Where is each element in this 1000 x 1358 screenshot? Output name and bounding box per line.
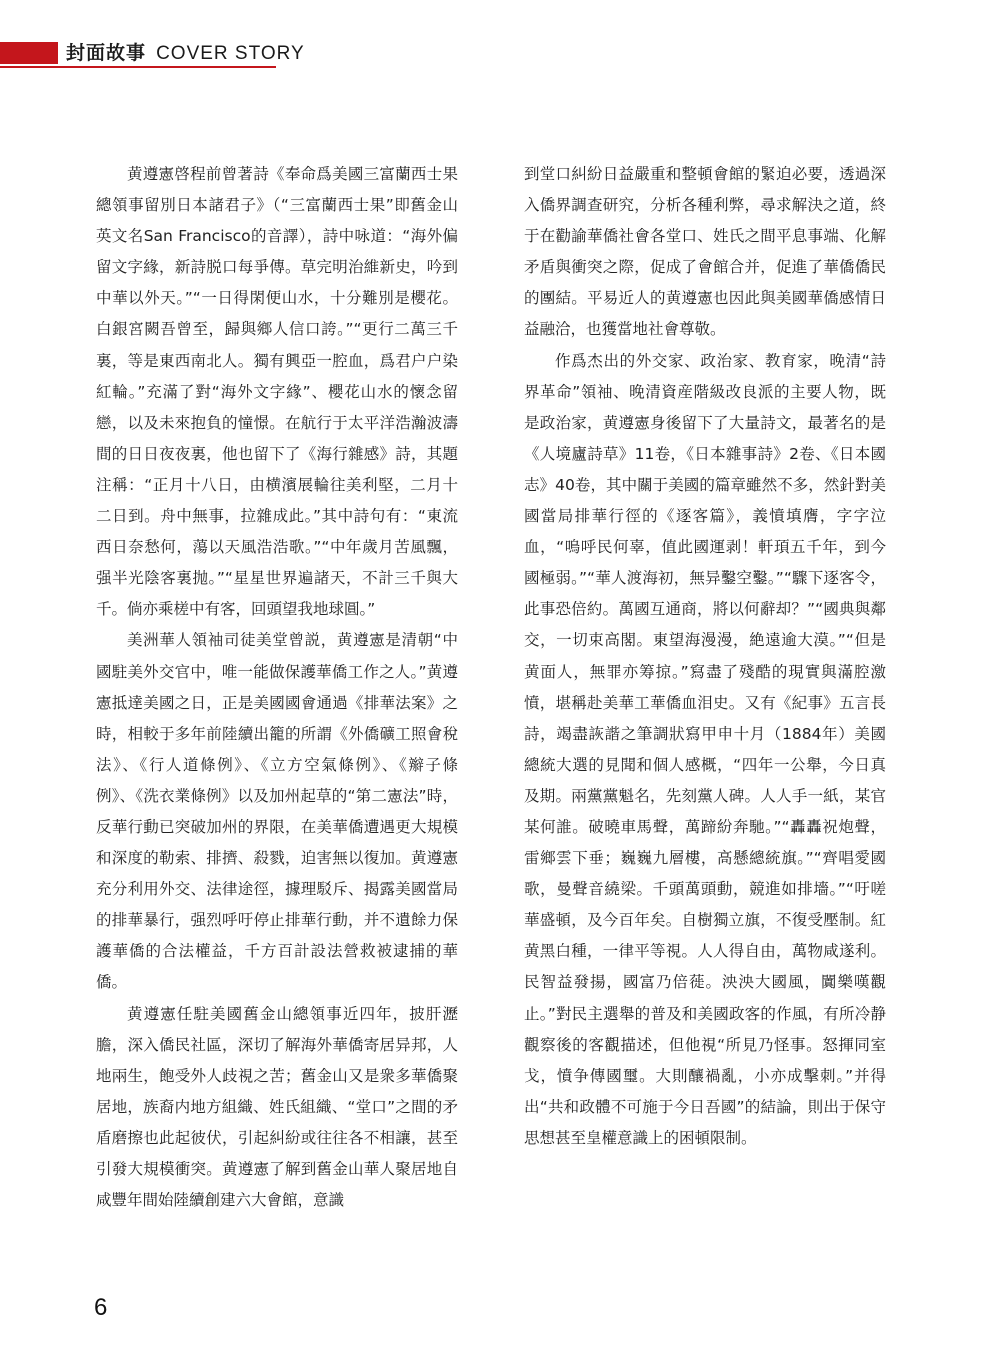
paragraph: 黄遵憲任駐美國舊金山總領事近四年，披肝瀝膽，深入僑民社區，深切了解海外華僑寄居异邦，人地兩生，飽受外人歧視之苦；舊金山又是衆多華僑聚居地，族裔内地方組織、姓氏組織、“堂口”之間的矛盾磨擦也此起彼伏，引起糾紛或往往各不相讓，甚至引發大規模衝突。黄遵憲了解到舊金山華人聚居地自咸豐年間始陸續創建六大會館，意識: [96, 1004, 458, 1210]
paragraph-continued: 到堂口糾紛日益嚴重和整頓會館的緊迫必要，透過深入僑界調查研究，分析各種利弊，尋求解決之道，終于在勸諭華僑社會各堂口、姓氏之間平息事端、化解矛盾與衝突之際，促成了會館合并，促進了華僑僑民的團結。平易近人的黄遵憲也因此與美國華僑感情日益融洽，也獲當地社會尊敬。: [524, 165, 886, 339]
paragraph: 美洲華人領袖司徒美堂曾説，黄遵憲是清朝“中國駐美外交官中，唯一能做保護華僑工作之人。”黄遵憲抵達美國之日，正是美國國會通過《排華法案》之時，相較于多年前陸續出籠的所謂《外僑礦工照會稅法》、《行人道條例》、《立方空氣條例》、《辮子條例》、《洗衣業條例》以及加州起草的“第二憲法”時，反華行動已突破加州的界限，在美華僑遭遇更大規模和深度的勒索、排擠、殺戮，迫害無以復加。黄遵憲充分利用外交、法律途徑，據理駁斥、揭露美國當局的排華暴行，强烈呼吁停止排華行動，并不遺餘力保護華僑的合法權益，千方百計設法營救被逮捕的華僑。: [96, 631, 458, 992]
section-header: [66, 40, 305, 67]
header-red-bar: [0, 42, 58, 64]
header-rule: [0, 66, 276, 68]
left-column: [96, 159, 458, 1216]
paragraph: 作爲杰出的外交家、政治家、教育家，晚清“詩界革命”領袖、晚清資産階級改良派的主要人物，既是政治家，黄遵憲身後留下了大量詩文，最著名的是《人境廬詩草》11卷，《日本雜事詩》2卷、《日本國志》40卷，其中關于美國的篇章雖然不多，然針對美國當局排華行徑的《逐客篇》，義憤填膺，字字泣血，“嗚呼民何辜，值此國運剥！軒頊五千年，到今國極弱。”“華人渡海初，無异鑿空鑿。”“驟下逐客令，此事恐倍約。萬國互通商，將以何辭却？”“國典與鄰交，一切束高閣。東望海漫漫，絶遠逾大漠。”“但是黄面人，無罪亦筹掠。”寫盡了殘酷的現實與滿腔激憤，堪稱赴美華工華僑血泪史。又有《紀事》五言長詩，竭盡詼諧之筆調狀寫甲申十月（1884年）美國總統大選的見聞和個人感概，“四年一公舉，今日真及期。兩黨黨魁名，先刻黨人碑。人人手一紙，某官某何誰。破曉車馬聲，萬蹄紛奔馳。”“轟轟祝炮聲，雷鄉雲下垂；巍巍九層樓，高懸總統旗。”“齊唱愛國歌，曼聲音繞梁。千頭萬頭動，競進如排墻。”“吁嗟華盛頓，及今百年矣。自樹獨立旗，不復受壓制。紅黄黑白種，一律平等視。人人得自由，萬物咸遂利。民智益發揚，國富乃倍蓰。泱泱大國風，闐樂嘆觀止。”對民主選舉的普及和美國政客的作風，有所冷静觀察後的客觀描述，但他視“所見乃怪事。怒揮同室戈，憤争傳國璽。大則釀禍亂，小亦成擊刺。”并得出“共和政體不可施于今日吾國”的結論，則出于保守思想甚至皇權意識上的困頓限制。: [524, 351, 886, 1147]
paragraph: 黄遵憲啓程前曾著詩《奉命爲美國三富蘭西士果總領事留別日本諸君子》（“三富蘭西士果”即舊金山英文名San Francisco的音譯），詩中咏道：“海外偏留文字緣，新詩脱口每爭傳。草完明治維新史，吟到中華以外天。”“一日得閑便山水，十分難別是櫻花。白銀宮闕吾曾至，歸與鄉人信口誇。”“更行二萬三千裏，等是東西南北人。獨有興亞一腔血，爲君户户染紅輪。”充滿了對“海外文字緣”、櫻花山水的懷念留戀，以及未來抱負的憧憬。在航行于太平洋浩瀚波濤間的日日夜夜裏，他也留下了《海行雜感》詩，其題注稱：“正月十八日，由横濱展輪往美利堅，二月十二日到。舟中無事，拉雜成此。”其中詩句有：“東流西日奈愁何，蕩以天風浩浩歌。”“中年歲月苦風飄，强半光陰客裏抛。”“星星世界遍諸天，不計三千與大千。倘亦乘槎中有客，回頭望我地球圓。”: [96, 165, 458, 619]
section-title-en: COVER STORY: [156, 43, 305, 64]
section-title-zh: 封面故事: [66, 42, 147, 64]
page-number: 6: [94, 1294, 108, 1321]
right-column: [524, 159, 886, 1154]
